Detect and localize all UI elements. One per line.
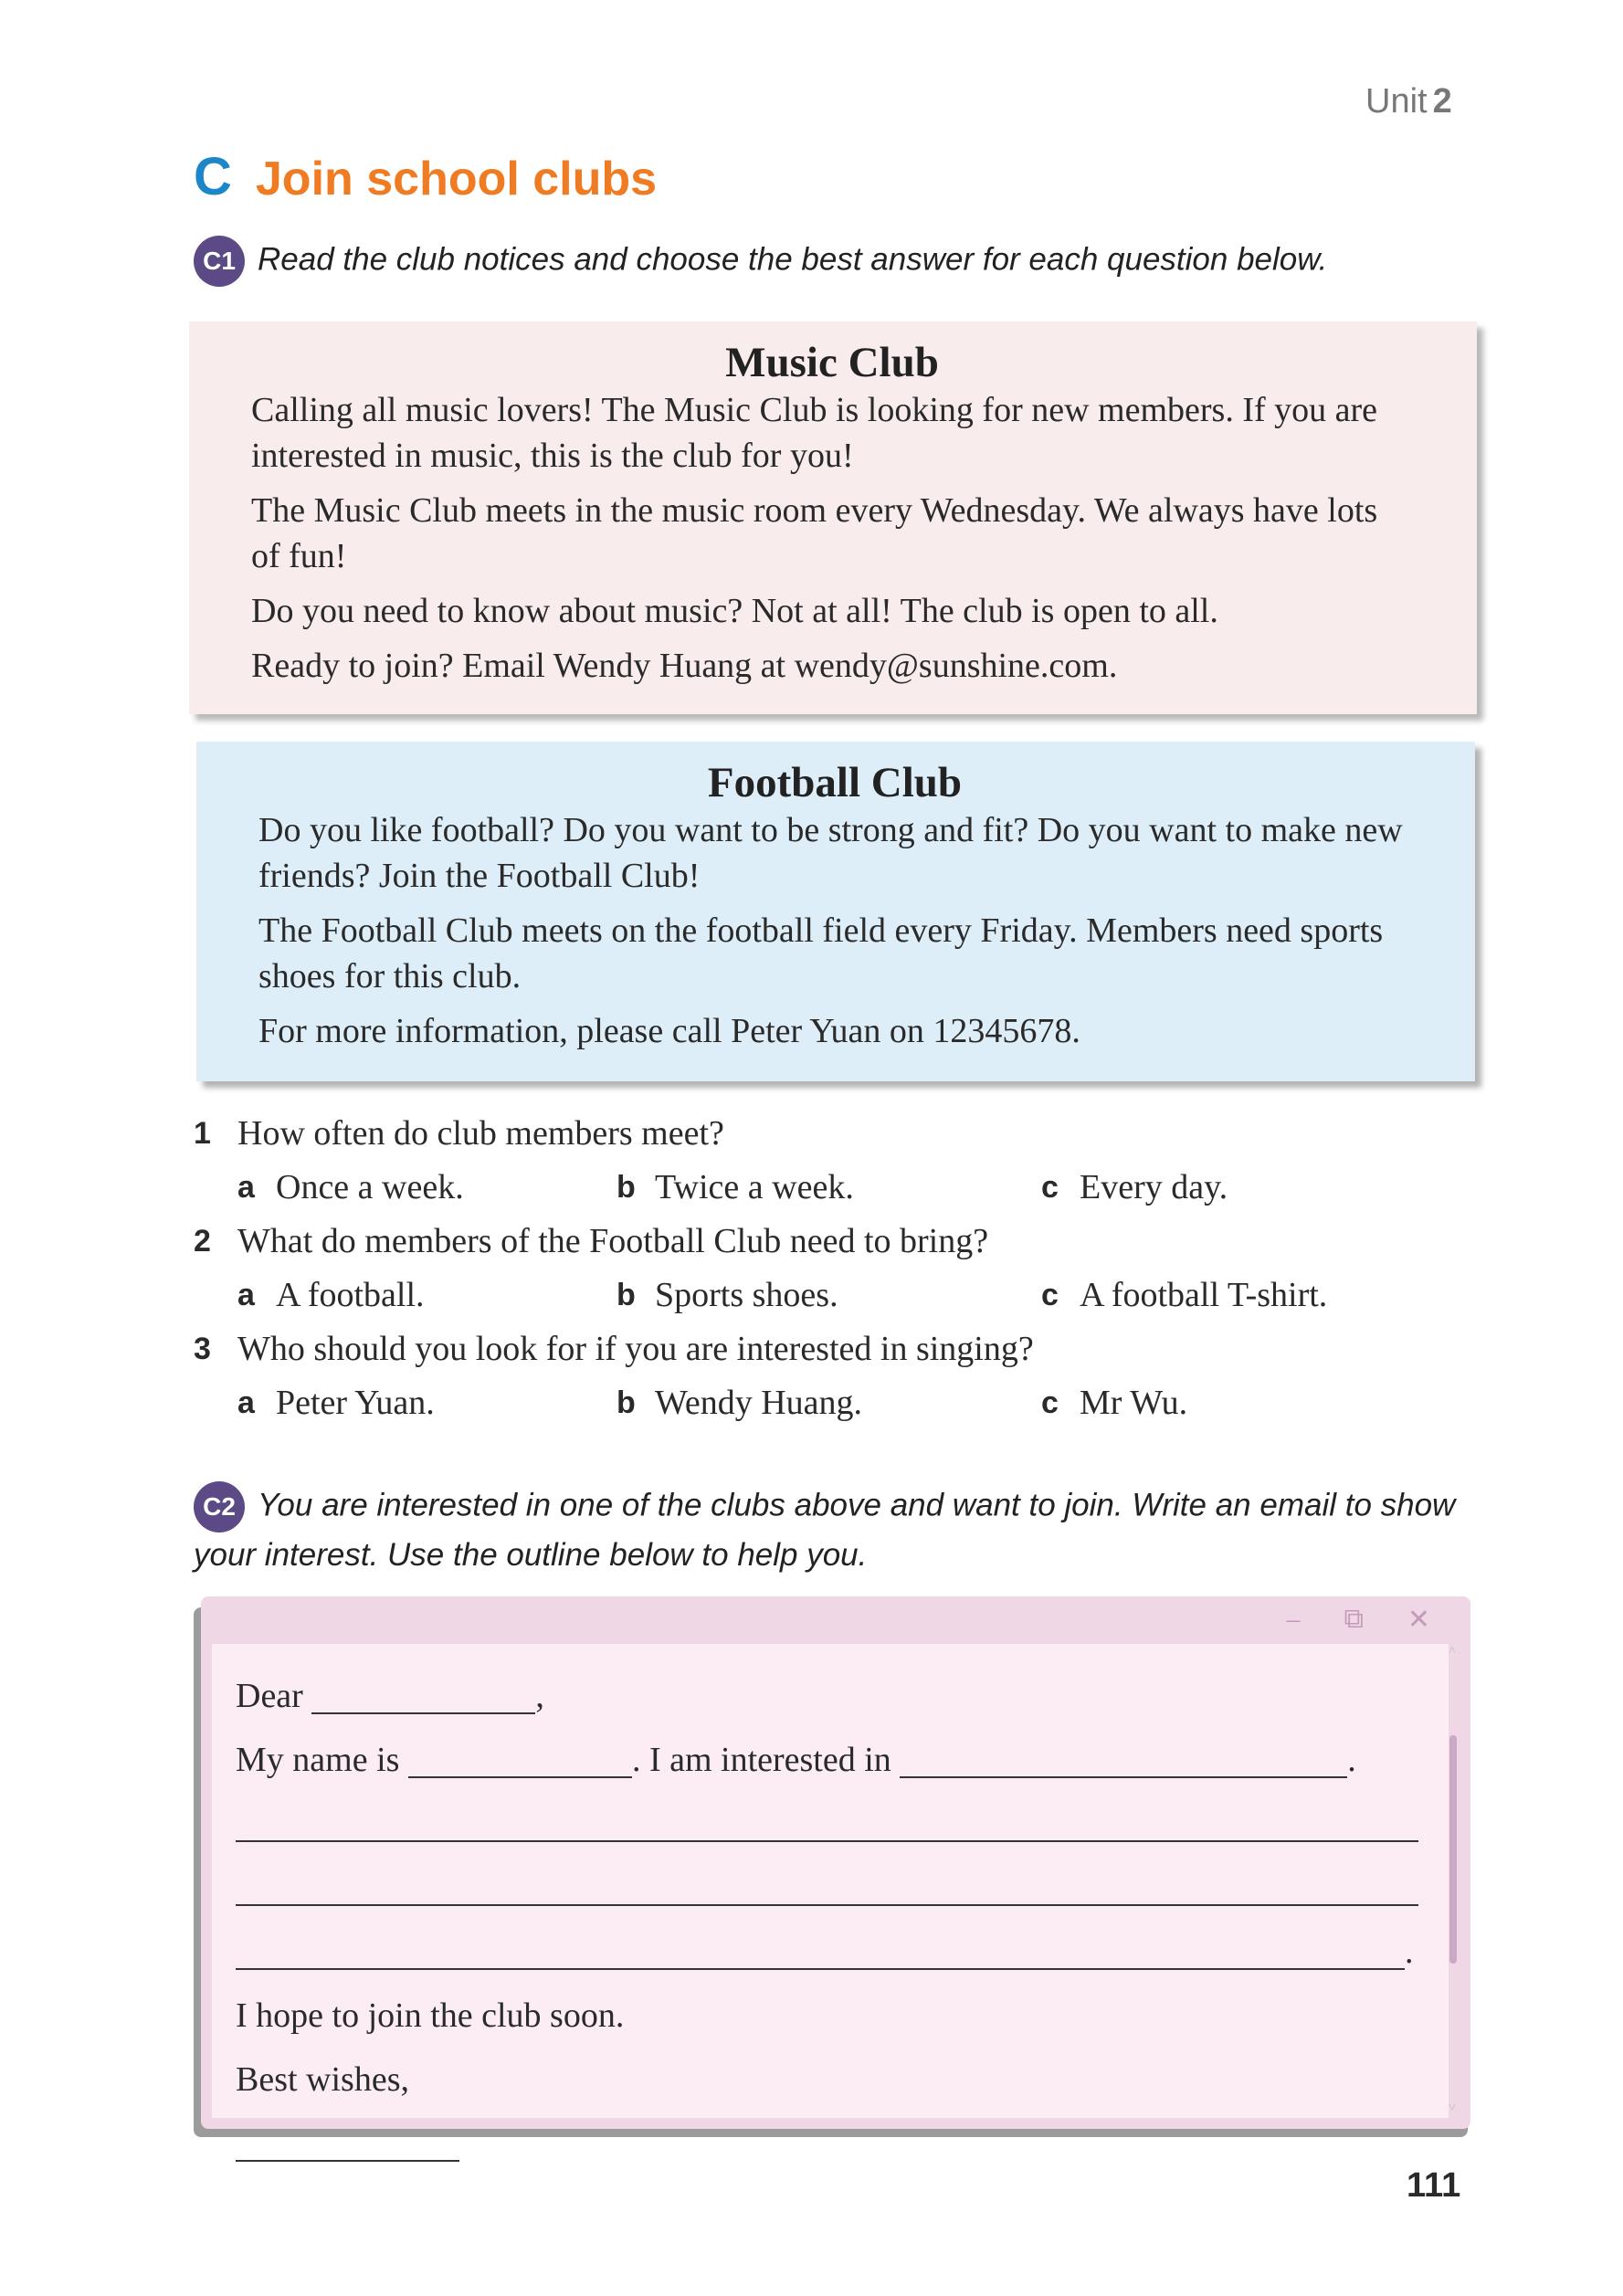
option-a[interactable]: [237, 1160, 617, 1215]
greeting-line: [236, 1664, 1421, 1728]
question-number: 1: [194, 1116, 211, 1151]
question-number: 3: [194, 1332, 211, 1366]
page-number: 111: [1407, 2166, 1461, 2205]
option-text: Sports shoes.: [655, 1276, 838, 1314]
close-icon[interactable]: ✕: [1407, 1605, 1430, 1635]
football-club-paragraph: The Football Club meets on the football field every Friday. Members need sports shoes for this club.: [258, 911, 1384, 995]
body-blank[interactable]: [236, 1933, 1405, 1970]
question-2-options: [194, 1268, 1491, 1322]
option-c[interactable]: [1041, 1160, 1228, 1215]
option-letter: c: [1041, 1385, 1059, 1420]
period: .: [1347, 1741, 1356, 1779]
music-club-paragraph: The Music Club meets in the music room every Wednesday. We always have lots of fun!: [251, 491, 1378, 575]
option-letter: a: [237, 1170, 255, 1205]
name-blank[interactable]: [408, 1742, 632, 1778]
email-window: [201, 1596, 1470, 2129]
section-title: Join school clubs: [255, 153, 658, 205]
body-blank[interactable]: [236, 1806, 1418, 1842]
option-letter: a: [237, 1385, 255, 1420]
signature-line: [236, 2112, 1421, 2175]
option-letter: b: [617, 1385, 636, 1420]
question-1: [194, 1107, 1491, 1160]
football-club-title: Football Club: [707, 759, 963, 806]
section-heading: [194, 146, 657, 207]
option-b[interactable]: [617, 1375, 1041, 1430]
football-club-paragraph: For more information, please call Peter Yuan on 12345678.: [258, 1012, 1080, 1050]
option-text: Every day.: [1080, 1168, 1228, 1206]
email-body[interactable]: [212, 1644, 1449, 2118]
c1-instruction-text: Read the club notices and choose the best answer for each question below.: [258, 241, 1328, 278]
closing-text: Best wishes,: [236, 2060, 409, 2099]
option-c[interactable]: [1041, 1268, 1327, 1322]
scrollbar-thumb[interactable]: [1449, 1735, 1457, 1964]
option-text: Wendy Huang.: [655, 1384, 862, 1422]
option-letter: c: [1041, 1170, 1059, 1205]
unit-number: 2: [1432, 82, 1452, 121]
option-text: A football T-shirt.: [1080, 1276, 1328, 1314]
music-club-title: Music Club: [725, 339, 939, 386]
question-list: [194, 1107, 1491, 1430]
option-c[interactable]: [1041, 1375, 1187, 1430]
option-text: Twice a week.: [655, 1168, 854, 1206]
option-b[interactable]: [617, 1268, 1041, 1322]
option-text: Mr Wu.: [1080, 1384, 1188, 1422]
unit-text: Unit: [1365, 82, 1428, 121]
writing-line: [236, 1920, 1421, 1984]
dear-label: Dear: [236, 1677, 303, 1715]
period: .: [1405, 1933, 1414, 1971]
option-letter: b: [617, 1170, 636, 1205]
hope-text: I hope to join the club soon.: [236, 1996, 625, 2035]
section-letter: C: [194, 147, 232, 206]
football-club-paragraph: Do you like football? Do you want to be strong and fit? Do you want to make new friends? Join the Football Club!: [258, 811, 1403, 895]
my-name-label: My name is: [236, 1741, 400, 1779]
body-blank[interactable]: [236, 1869, 1418, 1906]
question-3-options: [194, 1375, 1491, 1430]
option-text: Once a week.: [276, 1168, 464, 1206]
c2-instruction: [194, 1481, 1472, 1578]
closing-line: [236, 2048, 1421, 2112]
signature-blank[interactable]: [236, 2125, 459, 2162]
scroll-down-icon[interactable]: ˅: [1449, 2101, 1456, 2115]
question-2: [194, 1215, 1491, 1268]
music-club-paragraph: Do you need to know about music? Not at all! The club is open to all.: [251, 592, 1218, 630]
scroll-up-icon[interactable]: ˄: [1449, 1644, 1456, 1658]
restore-icon[interactable]: ⧉: [1344, 1604, 1364, 1634]
question-text: What do members of the Football Club need to bring?: [237, 1222, 989, 1260]
comma: ,: [535, 1677, 544, 1715]
option-b[interactable]: [617, 1160, 1041, 1215]
music-club-paragraph: Calling all music lovers! The Music Club is looking for new members. If you are interested in music, this is the club for you!: [251, 391, 1378, 475]
hope-line: [236, 1984, 1421, 2048]
recipient-blank[interactable]: [311, 1678, 535, 1714]
c1-badge: C1: [194, 236, 245, 287]
question-number: 2: [194, 1224, 211, 1259]
c2-badge: C2: [194, 1481, 245, 1532]
question-3: [194, 1322, 1491, 1375]
c2-instruction-text: You are interested in one of the clubs above and want to join. Write an email to show your interest. Use the outline below to help you.: [194, 1487, 1456, 1573]
interest-blank[interactable]: [900, 1742, 1347, 1778]
option-text: Peter Yuan.: [276, 1384, 435, 1422]
question-1-options: [194, 1160, 1491, 1215]
c1-instruction: [194, 236, 1327, 287]
football-club-notice: [196, 742, 1475, 1081]
window-controls: [1286, 1604, 1430, 1636]
unit-label: [1365, 82, 1452, 121]
interested-label: . I am interested in: [631, 1741, 891, 1779]
option-letter: c: [1041, 1278, 1059, 1312]
option-a[interactable]: [237, 1268, 617, 1322]
writing-line: [236, 1792, 1421, 1856]
scrollbar[interactable]: [1449, 1644, 1458, 2116]
music-club-paragraph: Ready to join? Email Wendy Huang at wendy@sunshine.com.: [251, 647, 1118, 685]
intro-line: [236, 1728, 1421, 1792]
option-text: A football.: [276, 1276, 425, 1314]
writing-line: [236, 1856, 1421, 1920]
option-letter: b: [617, 1278, 636, 1312]
minimize-icon[interactable]: –: [1286, 1604, 1301, 1634]
option-a[interactable]: [237, 1375, 617, 1430]
option-letter: a: [237, 1278, 255, 1312]
question-text: How often do club members meet?: [237, 1114, 724, 1153]
question-text: Who should you look for if you are interested in singing?: [237, 1330, 1034, 1368]
music-club-notice: [189, 321, 1477, 714]
